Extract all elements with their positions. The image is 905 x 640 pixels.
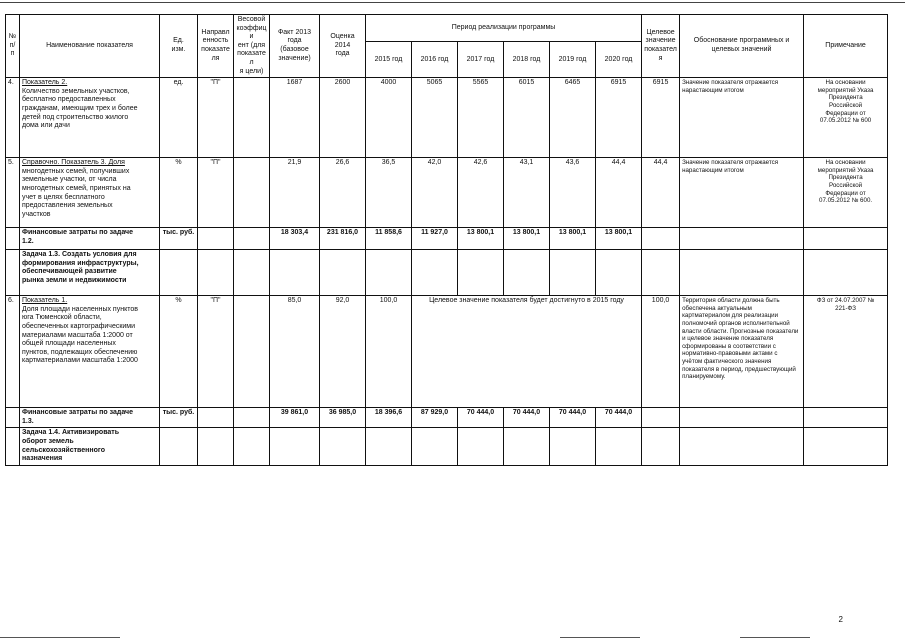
row-year-value: 6915 [596, 78, 642, 158]
col-note: Примечание [804, 15, 888, 78]
empty-cell [234, 428, 270, 466]
empty-cell [198, 408, 234, 428]
empty-cell [804, 250, 888, 296]
row-year-value: 6015 [504, 78, 550, 158]
row-year-value: 70 444,0 [458, 408, 504, 428]
row-year-value: 5065 [412, 78, 458, 158]
empty-cell [234, 228, 270, 250]
empty-cell [270, 428, 320, 466]
row-name-text: Доля площади населенных пунктов юга Тюменской области, обеспеченных картографическими материалами масштаба 1:2000 от общей площади населенных пунктов, подлежащих обеспечению картматериалами масштаба 1:2000 [22, 305, 138, 365]
col-num: № п/п [6, 15, 20, 78]
row-name-head: Показатель 1. [22, 297, 68, 305]
row-year-value: 13 800,1 [550, 228, 596, 250]
row-year-value: 43,6 [550, 158, 596, 228]
empty-cell [642, 428, 680, 466]
row-note: На основании мероприятий Указа Президента Российской Федерации от 07.05.2012 № 600. [804, 158, 888, 228]
row-direction: "П" [198, 296, 234, 408]
row-year-value: 6465 [550, 78, 596, 158]
empty-cell [270, 250, 320, 296]
row-direction: "П" [198, 78, 234, 158]
empty-cell [320, 428, 366, 466]
empty-cell [160, 428, 198, 466]
row-name: Финансовые затраты по задаче 1.2. [20, 228, 160, 250]
col-target: Целевое значение показател я [642, 15, 680, 78]
indicators-table [5, 14, 888, 466]
col-weight: Весовой коэффици ент (для показател я цели) [234, 15, 270, 78]
row-year-value: 87 929,0 [412, 408, 458, 428]
table-row [6, 296, 888, 408]
row-justification: Территория области должна быть обеспечена актуальным картматериалом для реализации полномочий органов исполнительной власти области. Прогнозные показатели и целевое значение показателя сформированы в соответствии с нормативно-правовыми актами с учётом фактического значения показателя в период, предшествующий планируемому. [680, 296, 804, 408]
row-year-value: 43,1 [504, 158, 550, 228]
table-row [6, 428, 888, 466]
empty-cell [412, 250, 458, 296]
row-unit: тыс. руб. [160, 228, 198, 250]
row-year-value: 13 800,1 [596, 228, 642, 250]
empty-cell [680, 428, 804, 466]
row-unit: ед. [160, 78, 198, 158]
row-unit: % [160, 296, 198, 408]
task-heading: Задача 1.4. Активизировать оборот земель сельскохозяйственного назначения [20, 428, 160, 466]
col-year: 2017 год [458, 42, 504, 78]
row-target: 100,0 [642, 296, 680, 408]
col-year: 2016 год [412, 42, 458, 78]
empty-cell [642, 228, 680, 250]
empty-cell [458, 428, 504, 466]
row-unit: % [160, 158, 198, 228]
empty-cell [680, 250, 804, 296]
row-estimate: 36 985,0 [320, 408, 366, 428]
row-note: ФЗ от 24.07.2007 № 221-ФЗ [804, 296, 888, 408]
row-name: Финансовые затраты по задаче 1.3. [20, 408, 160, 428]
row-num: 6. [6, 296, 20, 408]
empty-cell [680, 228, 804, 250]
top-scan-line [0, 2, 905, 3]
row-name [20, 296, 160, 408]
row-year-value: 13 800,1 [458, 228, 504, 250]
empty-cell [504, 250, 550, 296]
row-year-value: 70 444,0 [504, 408, 550, 428]
row-name-text: Количество земельных участков, бесплатно предоставленных гражданам, имеющим трех и более детей под строительство жилого дома или дачи [22, 87, 138, 130]
col-name: Наименование показателя [20, 15, 160, 78]
empty-cell [6, 250, 20, 296]
table-row [6, 408, 888, 428]
row-target: 6915 [642, 78, 680, 158]
row-year-value: 11 858,6 [366, 228, 412, 250]
row-fact: 21,9 [270, 158, 320, 228]
col-direction: Направл енность показате ля [198, 15, 234, 78]
row-year-value: 36,5 [366, 158, 412, 228]
bottom-scan-line [740, 637, 810, 638]
row-name [20, 158, 160, 228]
row-estimate: 26,6 [320, 158, 366, 228]
period-note: Целевое значение показателя будет достигнуто в 2015 году [412, 296, 642, 408]
bottom-scan-line [560, 637, 640, 638]
bottom-scan-line [0, 637, 120, 638]
row-year-value: 5565 [458, 78, 504, 158]
col-year: 2015 год [366, 42, 412, 78]
row-weight [234, 158, 270, 228]
row-fact: 39 861,0 [270, 408, 320, 428]
col-year: 2019 год [550, 42, 596, 78]
table-row [6, 250, 888, 296]
row-unit: тыс. руб. [160, 408, 198, 428]
empty-cell [504, 428, 550, 466]
empty-cell [366, 428, 412, 466]
empty-cell [198, 250, 234, 296]
empty-cell [366, 250, 412, 296]
row-fact: 85,0 [270, 296, 320, 408]
col-year: 2020 год [596, 42, 642, 78]
row-year-value: 100,0 [366, 296, 412, 408]
row-year-value: 42,0 [412, 158, 458, 228]
row-fact: 18 303,4 [270, 228, 320, 250]
empty-cell [198, 228, 234, 250]
table-row [6, 228, 888, 250]
row-name [20, 78, 160, 158]
empty-cell [642, 408, 680, 428]
row-direction: "П" [198, 158, 234, 228]
col-justification: Обоснование программных и целевых значений [680, 15, 804, 78]
page-number: 2 [838, 615, 843, 624]
table-row [6, 78, 888, 158]
empty-cell [550, 428, 596, 466]
empty-cell [680, 408, 804, 428]
empty-cell [804, 408, 888, 428]
row-year-value: 18 396,6 [366, 408, 412, 428]
row-year-value: 70 444,0 [596, 408, 642, 428]
empty-cell [198, 428, 234, 466]
row-justification: Значение показателя отражается нарастающим итогом [680, 78, 804, 158]
empty-cell [6, 428, 20, 466]
col-period: Период реализации программы [366, 15, 642, 42]
row-num: 4. [6, 78, 20, 158]
row-year-value: 44,4 [596, 158, 642, 228]
row-weight [234, 78, 270, 158]
row-weight [234, 296, 270, 408]
empty-cell [320, 250, 366, 296]
row-estimate: 231 816,0 [320, 228, 366, 250]
empty-cell [596, 250, 642, 296]
row-justification: Значение показателя отражается нарастающим итогом [680, 158, 804, 228]
empty-cell [234, 250, 270, 296]
row-note: На основании мероприятий Указа Президента Российской Федерации от 07.05.2012 № 600 [804, 78, 888, 158]
row-estimate: 2600 [320, 78, 366, 158]
empty-cell [6, 228, 20, 250]
row-year-value: 13 800,1 [504, 228, 550, 250]
row-name-head: Показатель 2. [22, 79, 68, 87]
empty-cell [642, 250, 680, 296]
empty-cell [412, 428, 458, 466]
row-name-head: Справочно. Показатель 3. Доля [22, 159, 125, 167]
row-year-value: 70 444,0 [550, 408, 596, 428]
row-num: 5. [6, 158, 20, 228]
col-fact: Факт 2013 года (базовое значение) [270, 15, 320, 78]
row-year-value: 11 927,0 [412, 228, 458, 250]
empty-cell [458, 250, 504, 296]
empty-cell [6, 408, 20, 428]
empty-cell [160, 250, 198, 296]
row-fact: 1687 [270, 78, 320, 158]
row-year-value: 42,6 [458, 158, 504, 228]
task-heading: Задача 1.3. Создать условия для формирования инфраструктуры, обеспечивающей развитие рынка земли и недвижимости [20, 250, 160, 296]
table-row [6, 158, 888, 228]
row-target: 44,4 [642, 158, 680, 228]
row-year-value: 4000 [366, 78, 412, 158]
col-estimate: Оценка 2014 года [320, 15, 366, 78]
col-unit: Ед. изм. [160, 15, 198, 78]
empty-cell [804, 228, 888, 250]
col-year: 2018 год [504, 42, 550, 78]
empty-cell [596, 428, 642, 466]
empty-cell [550, 250, 596, 296]
row-name-text: многодетных семей, получивших земельные участки, от числа многодетных семей, принятых на учет в целях бесплатного предоставления земельных участков [22, 167, 131, 218]
empty-cell [804, 428, 888, 466]
empty-cell [234, 408, 270, 428]
row-estimate: 92,0 [320, 296, 366, 408]
